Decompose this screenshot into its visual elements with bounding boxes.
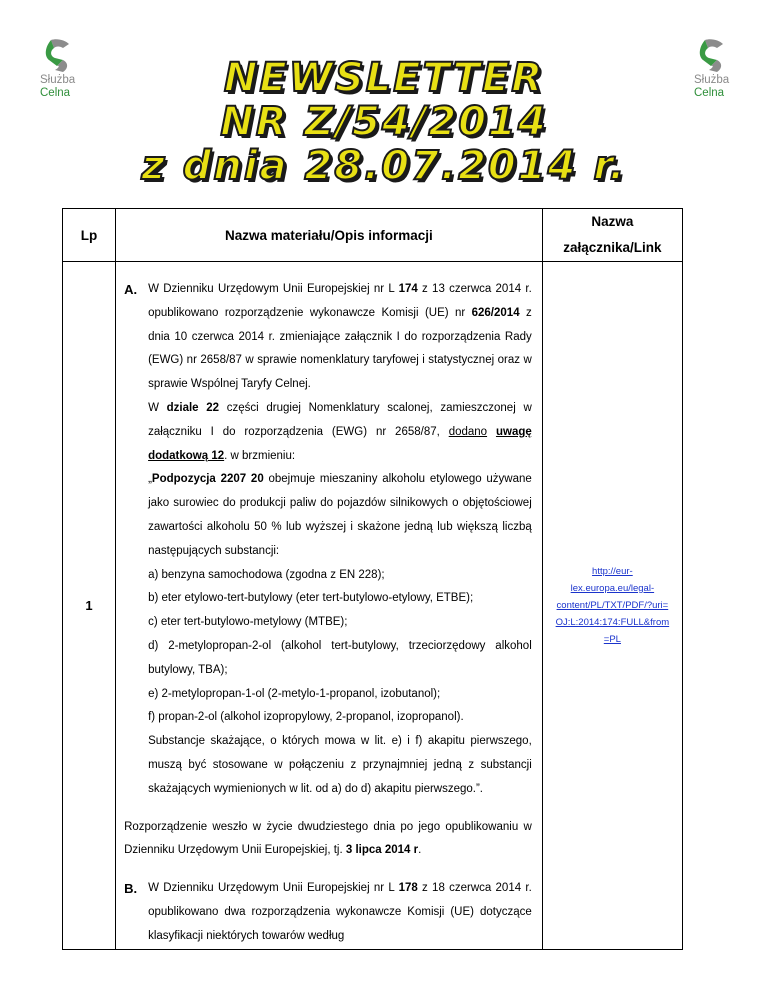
section-b xyxy=(124,877,532,948)
header-lp: Lp xyxy=(63,209,116,262)
row-content xyxy=(116,262,543,950)
section-a-paragraph-4: Substancje skażające, o których mowa w lit. e) i f) akapitu pierwszego, muszą być stosowane w połączeniu z przynajmniej jedną z substancji skażających wymienionych w lit. od a) do d) akapitu pierwszego.”. xyxy=(148,735,532,795)
header-attachment: Nazwa załącznika/Link xyxy=(542,209,682,262)
link-part-5[interactable]: =PL xyxy=(603,633,621,645)
section-a-paragraph-2: W dziale 22 części drugiej Nomenklatury scalonej, zamieszczonej w załączniku I do rozporządzenia (EWG) nr 2658/87, dodano uwagę dodatkową 12. w brzmieniu: xyxy=(148,401,532,462)
header-name: Nazwa materiału/Opis informacji xyxy=(116,209,543,262)
newsletter-table xyxy=(62,208,683,950)
section-a-paragraph-1: W Dzienniku Urzędowym Unii Europejskiej nr L 174 z 13 czerwca 2014 r. opublikowano rozporządzenie wykonawcze Komisji (UE) nr 626/2014 z dnia 10 czerwca 2014 r. zmieniające załącznik I do rozporządzenia Rady (EWG) nr 2658/87 w sprawie nomenklatury taryfowej i statystycznej oraz w sprawie Wspólnej Taryfy Celnej. xyxy=(148,283,532,391)
section-a-marker: A. xyxy=(124,282,138,297)
link-part-1[interactable]: http://eur- xyxy=(592,565,633,577)
section-a-paragraph-5: Rozporządzenie weszło w życie dwudziestego dnia po jego opublikowaniu w Dzienniku Urzędowym Unii Europejskiej, tj. 3 lipca 2014 r. xyxy=(124,820,532,857)
list-item: e) 2-metylopropan-1-ol (2-metylo-1-propanol, izobutanol); xyxy=(148,687,441,700)
logo-text-line2: Celna xyxy=(40,87,71,99)
title-line-2: NR Z/54/2014 xyxy=(220,99,548,145)
logo-text-line1: Służba xyxy=(40,74,76,86)
section-a xyxy=(124,278,532,397)
section-b-paragraph-1: W Dzienniku Urzędowym Unii Europejskiej nr L 178 z 18 czerwca 2014 r. opublikowano dwa rozporządzenia wykonawcze Komisji (UE) dotyczące klasyfikacji niektórych towarów według xyxy=(148,882,532,942)
list-item: b) eter etylowo-tert-butylowy (eter tert-butylowo-etylowy, ETBE); xyxy=(148,592,474,605)
title-line-1: NEWSLETTER xyxy=(223,55,545,101)
list-item: f) propan-2-ol (alkohol izopropylowy, 2-propanol, izopropanol). xyxy=(148,711,464,724)
logo-text-line2: Celna xyxy=(694,87,725,99)
section-a-quote: „Podpozycja 2207 20 obejmuje mieszaniny alkoholu etylowego używane jako surowiec do produkcji paliw do pojazdów silnikowych o objętościowej zawartości alkoholu 50 % lub wyższej i skażone jedną lub większą liczbą następujących substancji: xyxy=(148,473,532,557)
table-row xyxy=(63,262,683,950)
list-item: a) benzyna samochodowa (zgodna z EN 228); xyxy=(148,568,385,581)
attachment-link[interactable] xyxy=(542,262,682,950)
row-number: 1 xyxy=(63,262,116,950)
logo-text-line1: Służba xyxy=(694,74,730,86)
table-header-row xyxy=(63,209,683,262)
list-item: d) 2-metylopropan-2-ol (alkohol tert-butylowy, trzeciorzędowy alkohol butylowy, TBA); xyxy=(148,639,532,676)
newsletter-title xyxy=(0,56,768,188)
link-part-3[interactable]: content/PL/TXT/PDF/?uri= xyxy=(556,599,669,611)
link-part-2[interactable]: lex.europa.eu/legal- xyxy=(570,582,655,594)
link-part-4[interactable]: OJ:L:2014:174:FULL&from xyxy=(555,616,670,628)
title-line-3: z dnia 28.07.2014 r. xyxy=(141,143,627,189)
list-item: c) eter tert-butylowo-metylowy (MTBE); xyxy=(148,616,348,629)
section-b-marker: B. xyxy=(124,881,138,897)
